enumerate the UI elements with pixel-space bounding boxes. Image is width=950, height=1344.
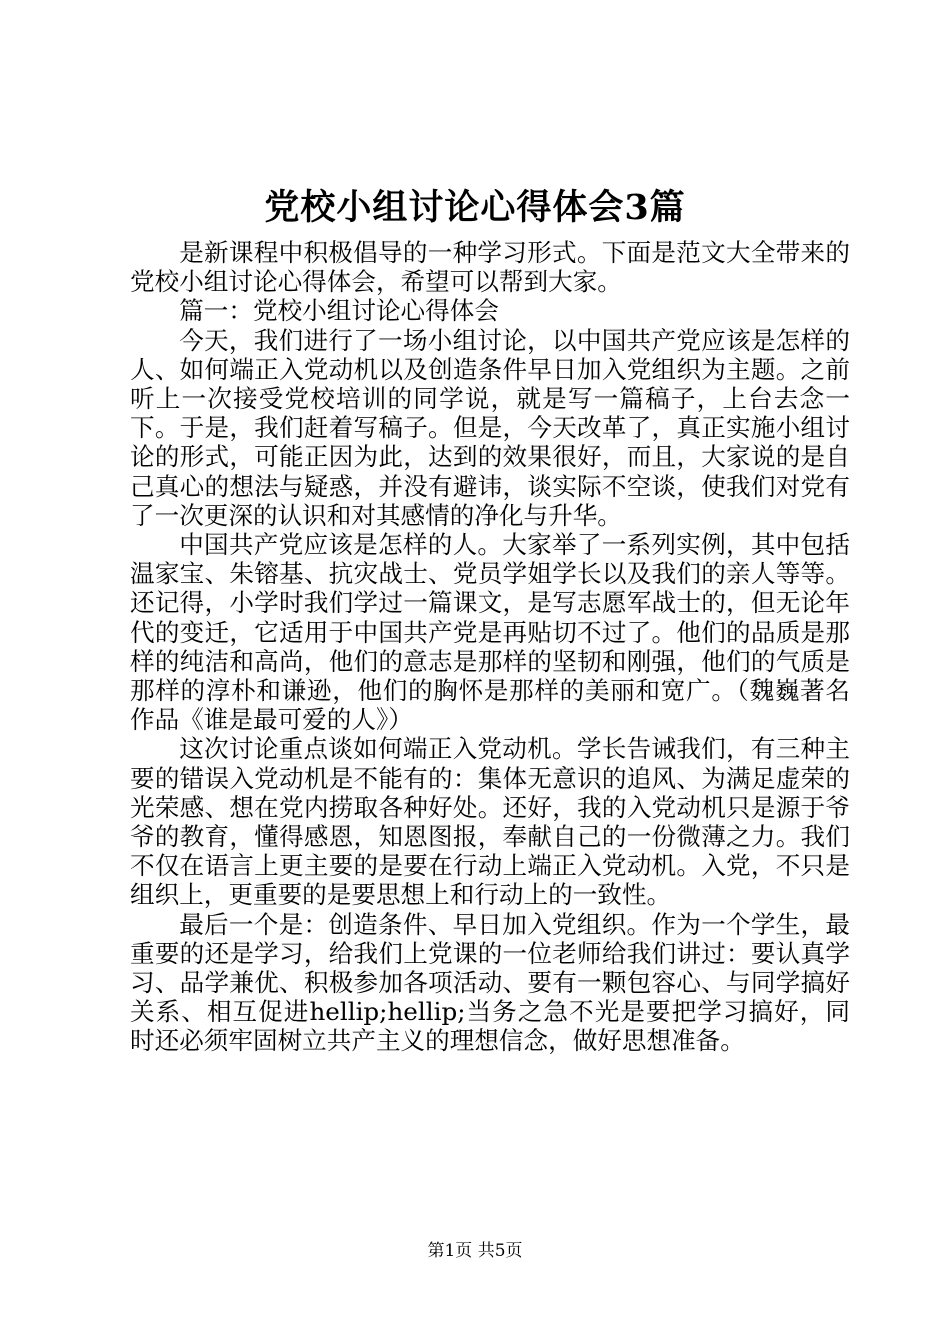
- document-body: [130, 238, 850, 1056]
- body-paragraph: 今天，我们进行了一场小组讨论，以中国共产党应该是怎样的人、如何端正入党动机以及创造条件早日加入党组织为主题。之前听上一次接受党校培训的同学说，就是写一篇稿子，上台去念一下。于是，我们赶着写稿子。但是，今天改革了，真正实施小组讨论的形式，可能正因为此，达到的效果很好，而且，大家说的是自己真心的想法与疑惑，并没有避讳，谈实际不空谈，使我们对党有了一次更深的认识和对其感情的净化与升华。: [130, 325, 850, 530]
- intro-paragraph: 是新课程中积极倡导的一种学习形式。下面是范文大全带来的党校小组讨论心得体会，希望可以帮到大家。: [130, 238, 850, 297]
- section-heading: 篇一：党校小组讨论心得体会: [179, 296, 499, 326]
- body-paragraph: 中国共产党应该是怎样的人。大家举了一系列实例，其中包括温家宝、朱镕基、抗灾战士、党员学姐学长以及我们的亲人等等。还记得，小学时我们学过一篇课文，是写志愿军战士的，但无论年代的变迁，它适用于中国共产党是再贴切不过了。他们的品质是那样的纯洁和高尚，他们的意志是那样的坚韧和刚强，他们的气质是那样的淳朴和谦逊，他们的胸怀是那样的美丽和宽广。（魏巍著名作品《谁是最可爱的人》）: [130, 530, 850, 735]
- body-paragraph: 这次讨论重点谈如何端正入党动机。学长告诫我们，有三种主要的错误入党动机是不能有的：集体无意识的追风、为满足虚荣的光荣感、想在党内捞取各种好处。还好，我的入党动机只是源于爷爷的教育，懂得感恩，知恩图报，奉献自己的一份微薄之力。我们不仅在语言上更主要的是要在行动上端正入党动机。入党，不只是组织上，更重要的是要思想上和行动上的一致性。: [130, 734, 850, 910]
- body-paragraph: 最后一个是：创造条件、早日加入党组织。作为一个学生，最重要的还是学习，给我们上党课的一位老师给我们讲过：要认真学习、品学兼优、积极参加各项活动、要有一颗包容心、与同学搞好关系、相互促进hellip;hellip;当务之急不光是要把学习搞好，同时还必须牢固树立共产主义的理想信念，做好思想准备。: [130, 909, 850, 1056]
- document-title: 党校小组讨论心得体会3篇: [264, 187, 686, 228]
- page-footer: 第1页 共5页: [427, 1241, 523, 1261]
